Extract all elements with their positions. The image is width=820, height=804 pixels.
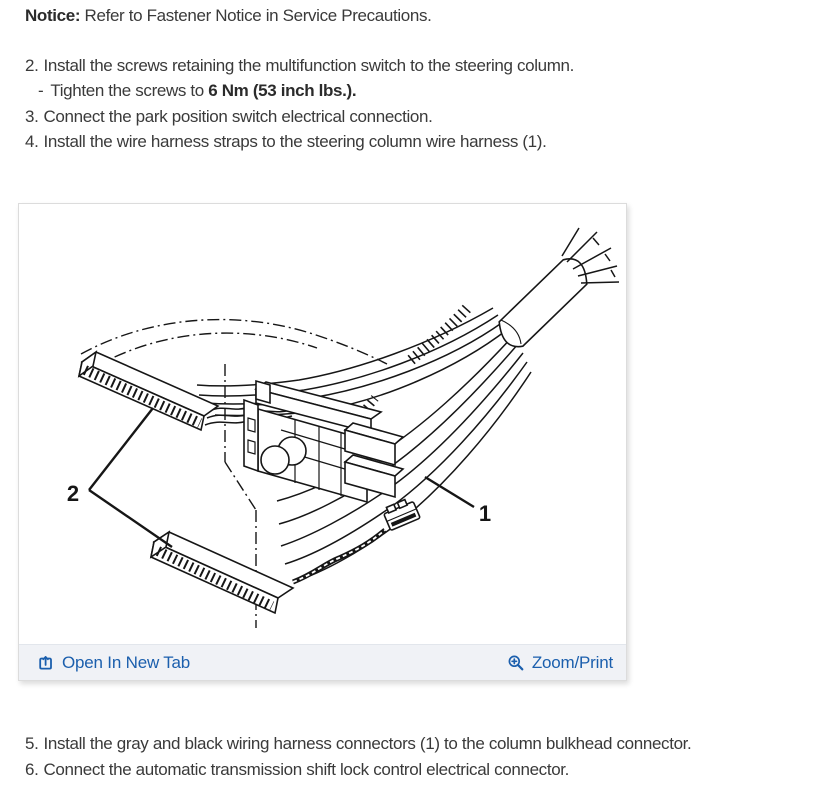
steering-column-harness-end — [499, 259, 587, 347]
figure-canvas — [19, 204, 626, 644]
magnifier-plus-icon — [507, 654, 525, 672]
open-in-new-tab-icon — [37, 654, 55, 672]
step-text: Connect the automatic transmission shift lock control electrical connector. — [43, 760, 570, 779]
notice-text: Refer to Fastener Notice in Service Precautions. — [80, 6, 432, 25]
procedure-steps-bottom — [25, 731, 691, 783]
procedure-steps-top — [25, 53, 574, 155]
open-in-new-tab-label: Open In New Tab — [62, 652, 191, 672]
zoom-print-label: Zoom/Print — [531, 652, 613, 672]
step-number: 6. — [25, 760, 39, 779]
step-item-6 — [25, 757, 691, 783]
open-in-new-tab-link[interactable] — [37, 653, 190, 673]
step-item-3 — [25, 104, 574, 129]
step-text: Install the screws retaining the multifunction switch to the steering column. — [43, 56, 575, 75]
step-item-4 — [25, 129, 574, 154]
step-item-5 — [25, 731, 691, 757]
substep-dash: - — [38, 81, 44, 101]
step-number: 3. — [25, 106, 39, 126]
step-text: Install the wire harness straps to the steering column wire harness (1). — [43, 132, 547, 152]
zoom-print-link[interactable] — [507, 653, 613, 673]
step-number: 5. — [25, 734, 39, 753]
figure-label-2: 2 — [66, 481, 80, 506]
step-text: Connect the park position switch electrical connection. — [43, 106, 433, 126]
harness-strap-upper — [79, 352, 218, 430]
figure-label-1: 1 — [478, 501, 492, 526]
step-item-2-substep — [25, 78, 574, 103]
bulkhead-connector-block — [244, 381, 403, 502]
figure-frame — [18, 203, 627, 681]
figure-toolbar — [19, 644, 626, 680]
harness-strap-lower — [151, 532, 293, 613]
step-number: 2. — [25, 56, 39, 75]
torque-spec: 6 Nm (53 inch lbs.). — [208, 81, 357, 101]
fastener-notice — [25, 6, 432, 26]
step-text: Install the gray and black wiring harness connectors (1) to the column bulkhead connector. — [43, 734, 692, 753]
substep-text: Tighten the screws to — [50, 81, 209, 101]
step-item-2 — [25, 53, 574, 78]
notice-label: Notice: — [25, 6, 81, 25]
step-number: 4. — [25, 132, 39, 152]
wiring-harness-diagram — [19, 204, 626, 644]
